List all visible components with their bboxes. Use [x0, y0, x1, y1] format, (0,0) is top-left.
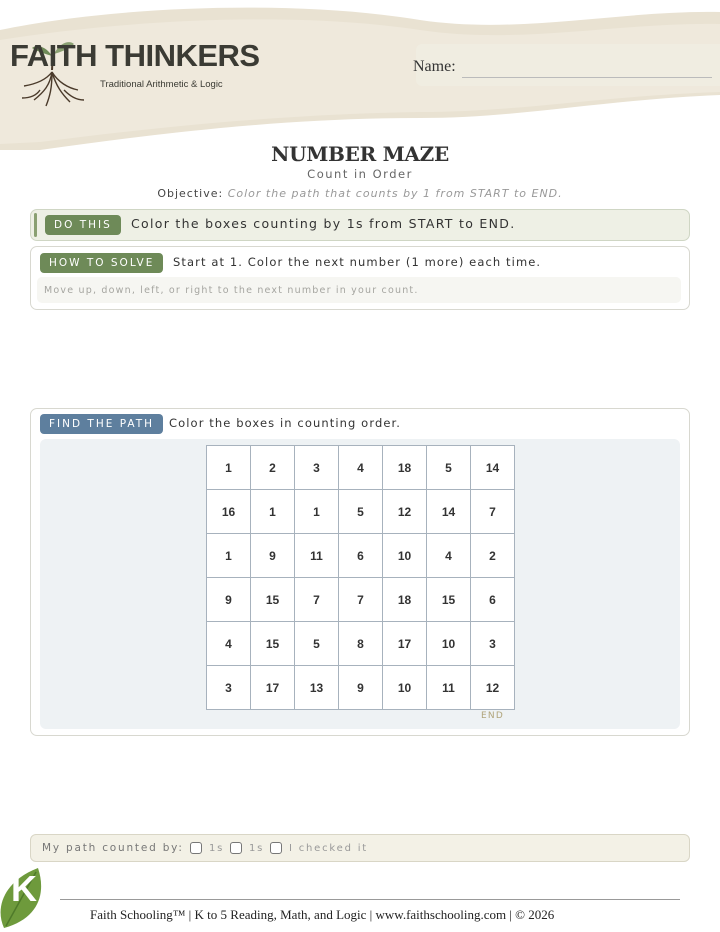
footer-divider [60, 899, 680, 900]
hint-text: Move up, down, left, or right to the next number in your count. [44, 285, 419, 296]
name-field-background [416, 44, 720, 86]
maze-cell[interactable]: 9 [251, 534, 295, 578]
do-this-pill: DO THIS [45, 215, 121, 235]
maze-cell[interactable]: 3 [471, 622, 515, 666]
maze-cell[interactable]: 15 [251, 622, 295, 666]
maze-cell[interactable]: 6 [339, 534, 383, 578]
maze-cell[interactable]: 9 [207, 578, 251, 622]
maze-cell[interactable]: 11 [295, 534, 339, 578]
maze-cell[interactable]: 9 [339, 666, 383, 710]
maze-cell[interactable]: 7 [295, 578, 339, 622]
maze-cell[interactable]: 5 [295, 622, 339, 666]
find-the-path-pill: FIND THE PATH [40, 414, 163, 434]
maze-cell[interactable]: 10 [383, 666, 427, 710]
maze-cell[interactable]: 3 [207, 666, 251, 710]
maze-cell[interactable]: 14 [471, 446, 515, 490]
checkbox[interactable] [270, 842, 282, 854]
checkbox-label: 1s [209, 842, 225, 854]
maze-cell[interactable]: 13 [295, 666, 339, 710]
header-band [0, 0, 720, 150]
self-check-bar [30, 834, 690, 862]
maze-cell[interactable]: 7 [471, 490, 515, 534]
how-to-solve-panel [30, 246, 690, 310]
footer-text: Faith Schooling™ | K to 5 Reading, Math, and Logic | www.faithschooling.com | © 2026 [90, 907, 555, 922]
find-the-path-text: Color the boxes in counting order. [169, 416, 402, 430]
maze-cell[interactable]: 18 [383, 578, 427, 622]
maze-cell[interactable]: 15 [427, 578, 471, 622]
hint-box [37, 277, 681, 303]
objective-line [0, 187, 720, 200]
name-write-line[interactable] [462, 77, 712, 78]
maze-cell[interactable]: 5 [339, 490, 383, 534]
end-label: END [481, 711, 504, 721]
checkbox-label: I checked it [289, 842, 369, 854]
checkbox-label: 1s [249, 842, 265, 854]
maze-cell[interactable]: 1 [207, 446, 251, 490]
objective-label: Objective: [157, 187, 224, 200]
page-title: NUMBER MAZE [271, 142, 449, 166]
number-maze-grid [206, 445, 515, 710]
maze-cell[interactable]: 6 [471, 578, 515, 622]
maze-cell[interactable]: 12 [383, 490, 427, 534]
how-to-solve-pill: HOW TO SOLVE [40, 253, 163, 273]
maze-cell[interactable]: 4 [427, 534, 471, 578]
checkbox-option-3[interactable] [270, 842, 368, 854]
maze-cell[interactable]: 1 [207, 534, 251, 578]
maze-cell[interactable]: 16 [207, 490, 251, 534]
maze-cell[interactable]: 10 [427, 622, 471, 666]
maze-cell[interactable]: 2 [471, 534, 515, 578]
how-to-solve-text: Start at 1. Color the next number (1 more) each time. [173, 255, 542, 269]
maze-cell[interactable]: 1 [295, 490, 339, 534]
objective-text: Color the path that counts by 1 from START to END. [227, 187, 563, 200]
maze-area [40, 439, 680, 729]
maze-cell[interactable]: 8 [339, 622, 383, 666]
maze-cell[interactable]: 2 [251, 446, 295, 490]
maze-cell[interactable]: 1 [251, 490, 295, 534]
find-the-path-panel [30, 408, 690, 736]
checkbox-option-1[interactable] [190, 842, 224, 854]
do-this-text: Color the boxes counting by 1s from START to END. [131, 216, 516, 231]
maze-cell[interactable]: 5 [427, 446, 471, 490]
page-subtitle: Count in Order [307, 167, 413, 181]
maze-cell[interactable]: 3 [295, 446, 339, 490]
faith-thinkers-logo [6, 30, 260, 110]
maze-cell[interactable]: 12 [471, 666, 515, 710]
leaf-badge-letter: K [11, 868, 37, 909]
do-this-panel [30, 209, 690, 241]
maze-cell[interactable]: 7 [339, 578, 383, 622]
maze-cell[interactable]: 10 [383, 534, 427, 578]
self-check-lead: My path counted by: [42, 842, 184, 854]
logo-tagline: Traditional Arithmetic & Logic [100, 79, 223, 90]
maze-cell[interactable]: 17 [251, 666, 295, 710]
checkbox[interactable] [230, 842, 242, 854]
checkbox-option-2[interactable] [230, 842, 264, 854]
panel-accent-bar [34, 213, 37, 237]
maze-cell[interactable]: 14 [427, 490, 471, 534]
checkbox[interactable] [190, 842, 202, 854]
logo-wordmark: FAITH THINKERS [10, 38, 260, 73]
maze-cell[interactable]: 11 [427, 666, 471, 710]
maze-cell[interactable]: 17 [383, 622, 427, 666]
maze-cell[interactable]: 4 [207, 622, 251, 666]
maze-cell[interactable]: 15 [251, 578, 295, 622]
name-label: Name: [413, 58, 456, 75]
maze-cell[interactable]: 4 [339, 446, 383, 490]
maze-cell[interactable]: 18 [383, 446, 427, 490]
